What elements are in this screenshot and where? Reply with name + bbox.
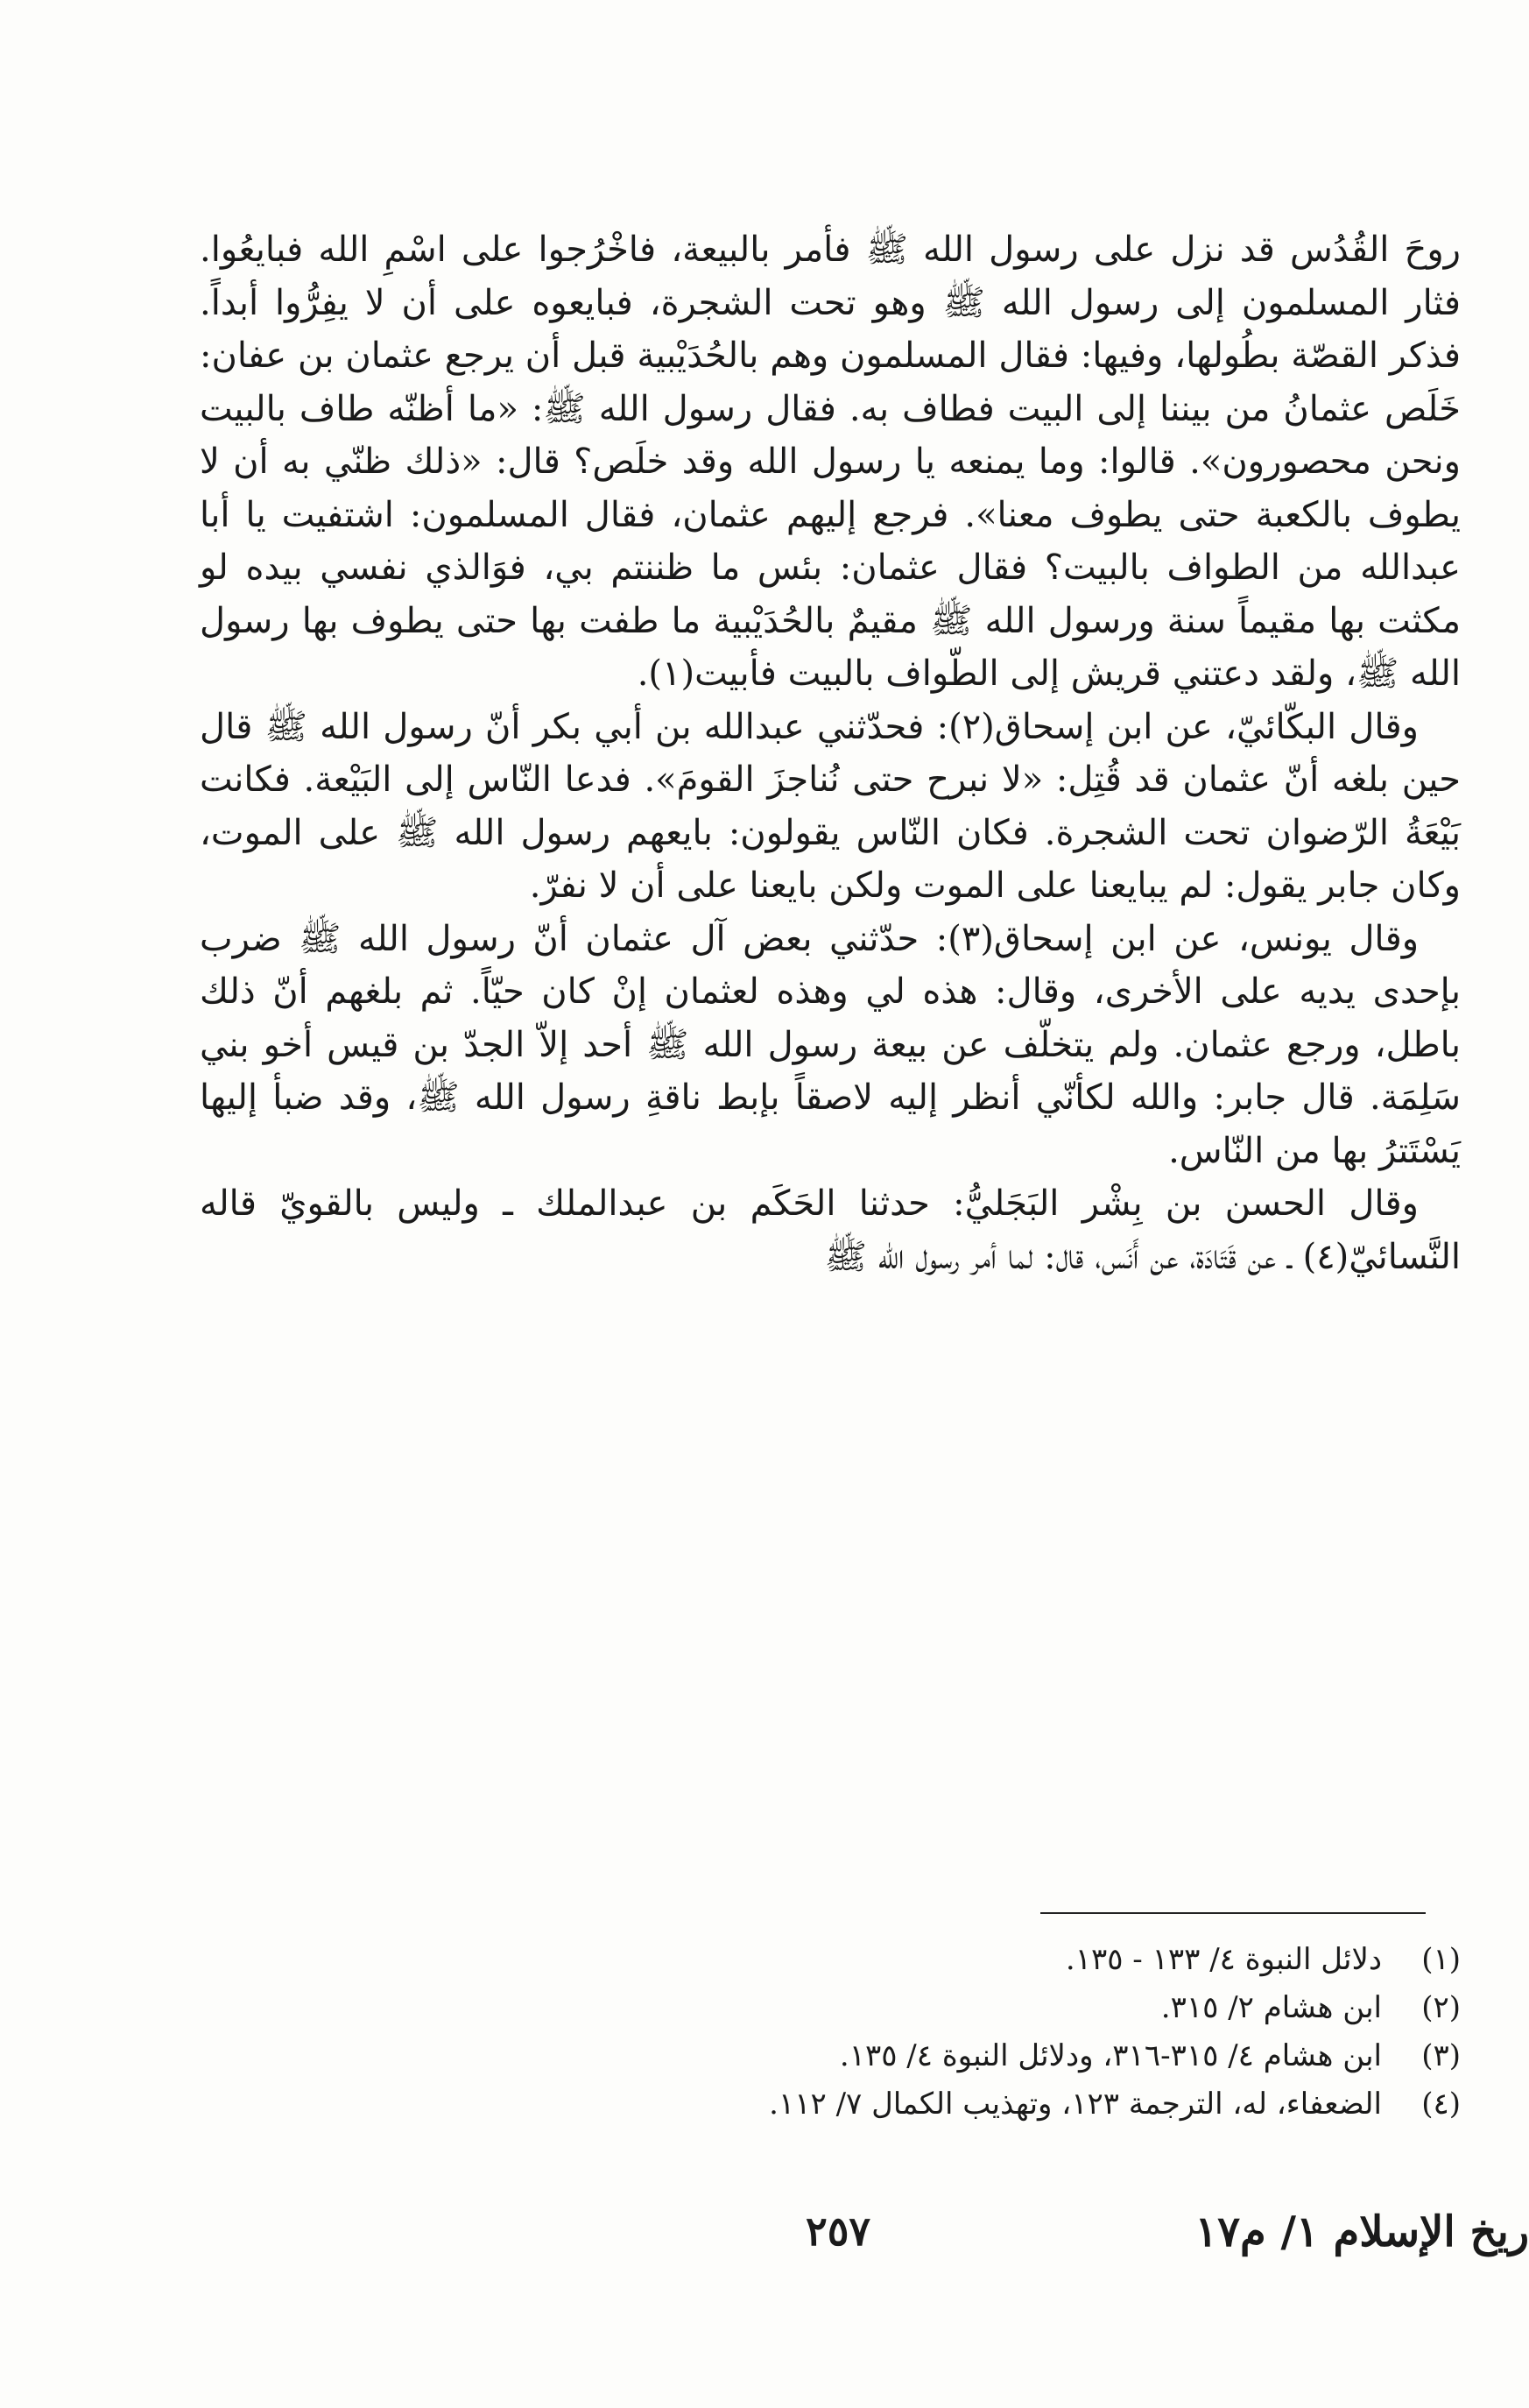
footnote-number: (٣): [1421, 2038, 1461, 2073]
footnote-text: دلائل النبوة ٤/ ١٣٣ - ١٣٥.: [1065, 1942, 1382, 1977]
footnote-text: ابن هشام ٢/ ٣١٥.: [1160, 1990, 1382, 2025]
footnote-number: (١): [1421, 1942, 1461, 1977]
footnotes: [525, 1936, 1461, 2129]
footnote-item: [525, 2080, 1461, 2129]
footnote-number: (٢): [1421, 1990, 1461, 2025]
running-footer-title: ريخ الإسلام ١/ م١٧: [1194, 2207, 1529, 2256]
paragraph-4: وقال الحسن بن بِشْر البَجَليُّ: حدثنا الحَكَم بن عبدالملك ـ وليس بالقويّ قاله النَّسائيّ(٤) ـ عن قَتَادَة، عن أَنَس، قال: لما أمر رسول الله ﷺ: [200, 1183, 1461, 1277]
footnote-item: [525, 2032, 1461, 2080]
footnote-separator: [1040, 1912, 1426, 1914]
page-footer: [0, 2207, 1529, 2269]
footnote-item: [525, 1984, 1461, 2032]
paragraph-2: وقال البكّائيّ، عن ابن إسحاق(٢): فحدّثني عبدالله بن أبي بكر أنّ رسول الله ﷺ قال حين بلغه أنّ عثمان قد قُتِل: «لا نبرح حتى نُناجزَ القومَ». فدعا النّاس إلى البَيْعة. فكانت بَيْعَةُ الرّضوان تحت الشجرة. فكان النّاس يقولون: بايعهم رسول الله ﷺ على الموت، وكان جابر يقول: لم يبايعنا على الموت ولكن بايعنا على أن لا نفرّ.: [200, 706, 1461, 906]
footnote-item: [525, 1936, 1461, 1984]
footnote-number: (٤): [1421, 2087, 1461, 2122]
footnote-text: الضعفاء، له، الترجمة ١٢٣، وتهذيب الكمال ٧/ ١١٢.: [769, 2087, 1382, 2122]
paragraph-1: روحَ القُدُس قد نزل على رسول الله ﷺ فأمر بالبيعة، فاخْرُجوا على اسْمِ الله فبايعُوا. فثار المسلمون إلى رسول الله ﷺ وهو تحت الشجرة، فبايعوه على أن لا يفِرُّوا أبداً. فذكر القصّة بطُولها، وفيها: فقال المسلمون وهم بالحُدَيْبية قبل أن يرجع عثمان بن عفان: خَلَص عثمانُ من بيننا إلى البيت فطاف به. فقال رسول الله ﷺ: «ما أظنّه طاف بالبيت ونحن محصورون». قالوا: وما يمنعه يا رسول الله وقد خلَص؟ قال: «ذلك ظنّي به أن لا يطوف بالكعبة حتى يطوف معنا». فرجع إليهم عثمان، فقال المسلمون: اشتفيت يا أبا عبدالله من الطواف بالبيت؟ فقال عثمان: بئس ما ظننتم بي، فوَالذي نفسي بيده لو مكثت بها مقيماً سنة ورسول الله ﷺ مقيمٌ بالحُدَيْبية ما طفت بها حتى يطوف بها رسول الله ﷺ، ولقد دعتني قريش إلى الطّواف بالبيت فأبيت(١).: [200, 230, 1461, 694]
page-number: ٢٥٧: [806, 2207, 871, 2255]
main-text: [200, 223, 1461, 1283]
footnote-text: ابن هشام ٤/ ٣١٥-٣١٦، ودلائل النبوة ٤/ ١٣٥.: [839, 2038, 1382, 2073]
paragraph-3: وقال يونس، عن ابن إسحاق(٣): حدّثني بعض آل عثمان أنّ رسول الله ﷺ ضرب بإحدى يديه على الأخرى، وقال: هذه لي وهذه لعثمان إنْ كان حيّاً. ثم بلغهم أنّ ذلك باطل، ورجع عثمان. ولم يتخلّف عن بيعة رسول الله ﷺ أحد إلاّ الجدّ بن قيس أخو بني سَلِمَة. قال جابر: والله لكأنّي أنظر إليه لاصقاً بإبط ناقةِ رسول الله ﷺ، وقد ضبأ إليها يَسْتَترُ بها من النّاس.: [200, 918, 1461, 1171]
